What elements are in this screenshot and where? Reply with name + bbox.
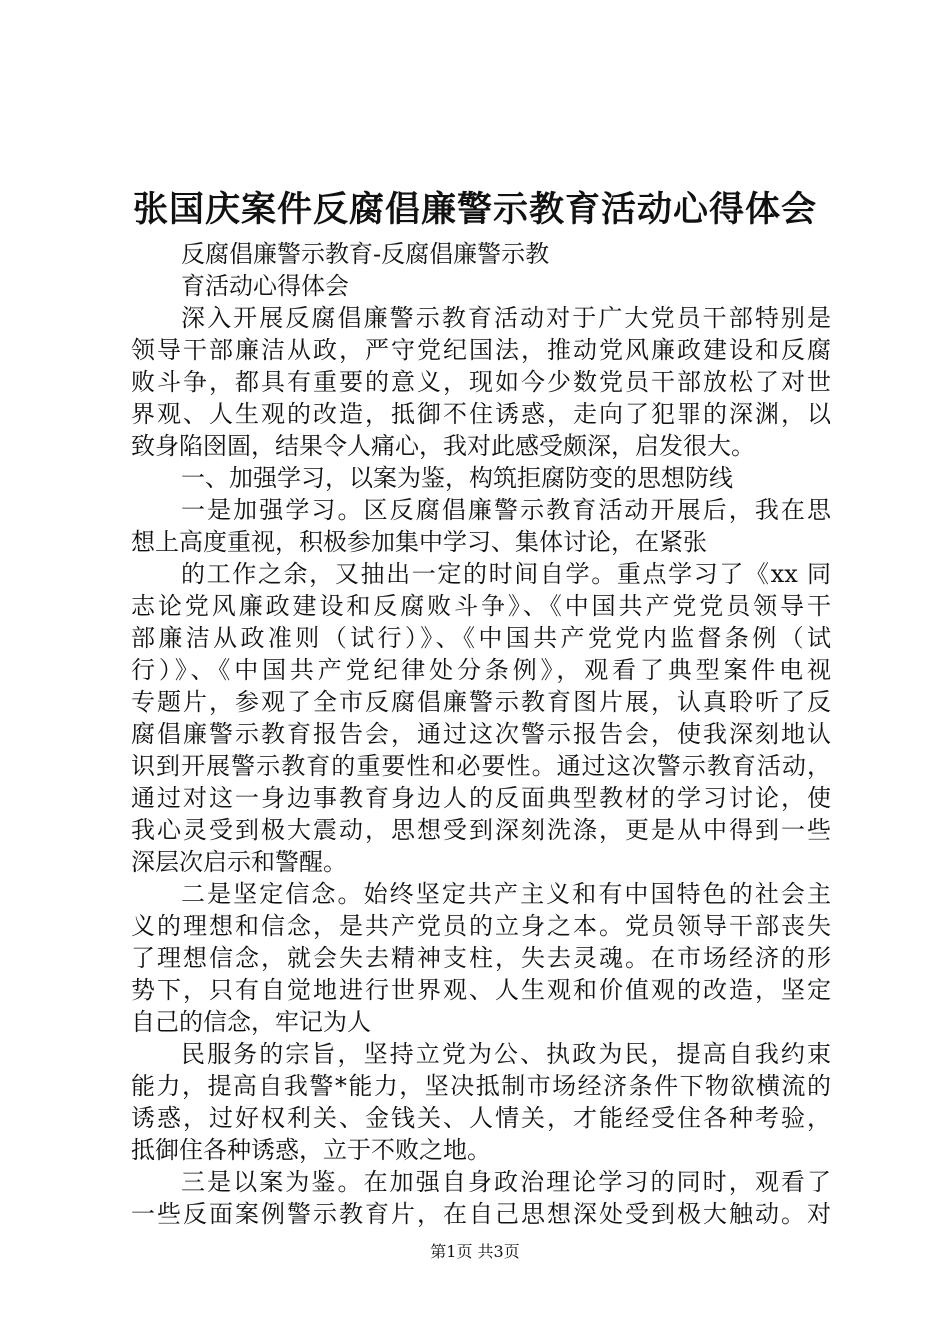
text-line: 的工作之余，又抽出一定的时间自学。重点学习了《xx 同 bbox=[181, 560, 831, 588]
text-line: 识到开展警示教育的重要性和必要性。通过这次警示教育活动， bbox=[131, 752, 831, 780]
text-line: 一是加强学习。区反腐倡廉警示教育活动开展后，我在思 bbox=[181, 496, 831, 524]
text-line: 了理想信念，就会失去精神支柱，失去灵魂。在市场经济的形 bbox=[131, 944, 831, 972]
text-line: 深层次启示和警醒。 bbox=[131, 848, 347, 876]
text-line: 深入开展反腐倡廉警示教育活动对于广大党员干部特别是 bbox=[181, 304, 831, 332]
text-line: 三是以案为鉴。在加强自身政治理论学习的同时，观看了 bbox=[181, 1168, 831, 1196]
text-line: 诱惑，过好权利关、金钱关、人情关，才能经受住各种考验， bbox=[131, 1104, 831, 1132]
text-line: 我心灵受到极大震动，思想受到深刻洗涤，更是从中得到一些 bbox=[131, 816, 831, 844]
text-line: 自己的信念，牢记为人 bbox=[131, 1008, 371, 1036]
text-line: 想上高度重视，积极参加集中学习、集体讨论，在紧张 bbox=[131, 528, 707, 556]
text-line: 抵御住各种诱惑，立于不败之地。 bbox=[131, 1136, 491, 1164]
text-line: 一些反面案例警示教育片，在自己思想深处受到极大触动。对 bbox=[131, 1200, 831, 1228]
text-line: 通过对这一身边事教育身边人的反面典型教材的学习讨论，使 bbox=[131, 784, 831, 812]
text-line: 腐倡廉警示教育报告会，通过这次警示报告会，使我深刻地认 bbox=[131, 720, 831, 748]
section-heading: 一、加强学习，以案为鉴，构筑拒腐防变的思想防线 bbox=[181, 464, 733, 492]
text-line: 专题片，参观了全市反腐倡廉警示教育图片展，认真聆听了反 bbox=[131, 688, 831, 716]
text-line: 义的理想和信念，是共产党员的立身之本。党员领导干部丧失 bbox=[131, 912, 831, 940]
text-line: 界观、人生观的改造，抵御不住诱惑，走向了犯罪的深渊，以 bbox=[131, 400, 831, 428]
text-line: 志论党风廉政建设和反腐败斗争》、《中国共产党党员领导干 bbox=[131, 592, 831, 620]
page-number: 第1页 共3页 bbox=[430, 1242, 520, 1261]
text-line: 能力，提高自我警*能力，坚决抵制市场经济条件下物欲横流的 bbox=[131, 1072, 831, 1100]
text-line: 反腐倡廉警示教育-反腐倡廉警示教 bbox=[181, 240, 550, 268]
text-line: 育活动心得体会 bbox=[181, 272, 349, 300]
text-line: 致身陷囹圄，结果令人痛心，我对此感受颇深，启发很大。 bbox=[131, 432, 755, 460]
document-body bbox=[131, 238, 831, 1230]
text-line: 部廉洁从政准则（试行）》、《中国共产党党内监督条例（试 bbox=[131, 624, 831, 652]
text-line: 败斗争，都具有重要的意义，现如今少数党员干部放松了对世 bbox=[131, 368, 831, 396]
text-line: 民服务的宗旨，坚持立党为公、执政为民，提高自我约束 bbox=[181, 1040, 831, 1068]
text-line: 势下，只有自觉地进行世界观、人生观和价值观的改造，坚定 bbox=[131, 976, 831, 1004]
text-line: 二是坚定信念。始终坚定共产主义和有中国特色的社会主 bbox=[181, 880, 831, 908]
text-line: 领导干部廉洁从政，严守党纪国法，推动党风廉政建设和反腐 bbox=[131, 336, 831, 364]
document-title: 张国庆案件反腐倡廉警示教育活动心得体会 bbox=[132, 189, 817, 230]
text-line: 行）》、《中国共产党纪律处分条例》，观看了典型案件电视 bbox=[131, 656, 831, 684]
